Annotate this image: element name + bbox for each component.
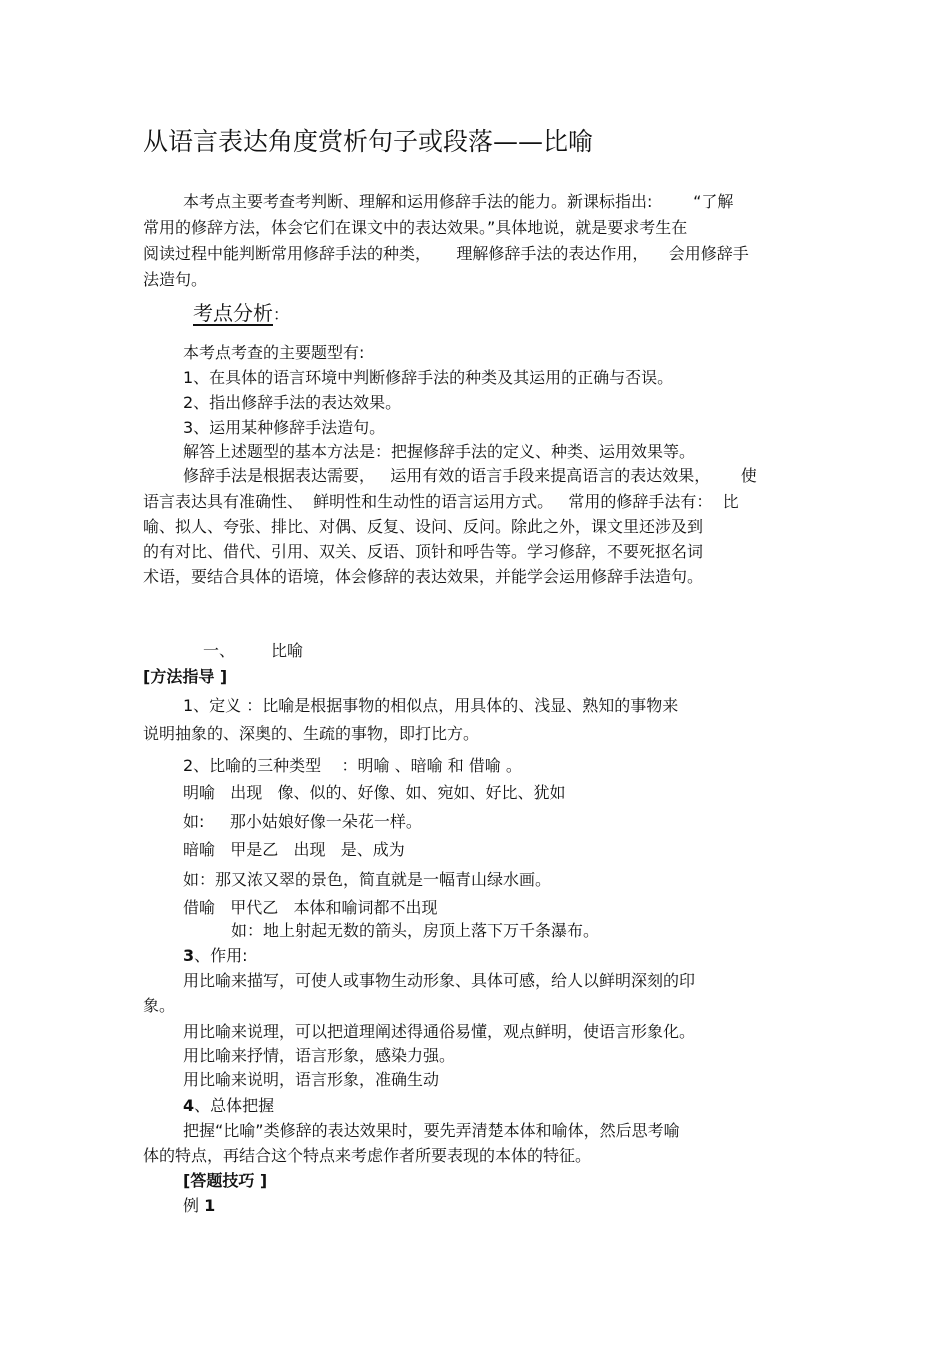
intro-line: 阅读过程中能判断常用修辞手法的种类， 理解修辞手法的表达作用， 会用修辞手 — [143, 244, 749, 263]
analysis-line: 的有对比、借代、引用、双关、反语、顶针和呼告等。学习修辞，不要死抠名词 — [143, 542, 704, 561]
analysis-line: 语言表达具有准确性、 鲜明性和生动性的语言运用方式。 常用的修辞手法有： 比 — [143, 492, 739, 511]
page-title: 从语言表达角度赏析句子或段落——比喻 — [143, 127, 594, 156]
type-detail-line: 暗喻 甲是乙 出现 是、成为 — [183, 840, 405, 859]
intro-line: 本考点主要考查考判断、理解和运用修辞手法的能力。新课标指出: “了解 — [183, 192, 734, 211]
type-detail-line: 如：那又浓又翠的景色，简直就是一幅青山绿水画。 — [183, 870, 552, 889]
skill-heading: [答题技巧 ] — [183, 1171, 268, 1190]
example-label-text: 例 — [183, 1196, 205, 1215]
type-detail-line: 如: 那小姑娘好像一朵花一样。 — [183, 812, 422, 831]
example-label — [183, 1196, 215, 1216]
type-detail-line: 借喻 甲代乙 本体和喻词都不出现 — [183, 898, 438, 917]
section-one-number: 一、 — [203, 641, 236, 660]
analysis-line: 修辞手法是根据表达需要， 运用有效的语言手段来提高语言的表达效果， 使 — [183, 466, 757, 485]
example-number: 1 — [204, 1196, 216, 1215]
overall-line: 把握“比喻”类修辞的表达效果时，要先弄清楚本体和喻体，然后思考喻 — [183, 1121, 680, 1140]
function-label: 、作用: — [194, 946, 248, 965]
types-line: 2、比喻的三种类型 ：明喻 、暗喻 和 借喻 。 — [183, 756, 522, 775]
analysis-heading — [193, 300, 289, 328]
definition-line: 说明抽象的、深奥的、生疏的事物，即打比方。 — [143, 724, 480, 743]
function-line: 象。 — [143, 996, 176, 1015]
type-detail-line: 如：地上射起无数的箭头，房顶上落下万千条瀑布。 — [231, 921, 600, 940]
function-line: 用比喻来抒情，语言形象，感染力强。 — [183, 1046, 456, 1065]
analysis-line: 喻、拟人、夸张、排比、对偶、反复、设问、反问。除此之外，课文里还涉及到 — [143, 517, 704, 536]
definition-line: 1、定义 ：比喻是根据事物的相似点，用具体的、浅显、熟知的事物来 — [183, 696, 679, 715]
function-heading — [183, 946, 248, 966]
function-line: 用比喻来描写，可使人或事物生动形象、具体可感，给人以鲜明深刻的印 — [183, 971, 696, 990]
analysis-line: 2、指出修辞手法的表达效果。 — [183, 393, 402, 412]
section-one-name: 比喻 — [271, 641, 304, 660]
analysis-heading-text: 考点分析 — [193, 301, 273, 325]
overall-number: 4 — [183, 1096, 195, 1115]
analysis-heading-colon: ： — [273, 305, 290, 324]
analysis-line: 本考点考查的主要题型有: — [183, 343, 365, 362]
function-line: 用比喻来说明，语言形象，准确生动 — [183, 1070, 440, 1089]
overall-heading — [183, 1096, 274, 1116]
intro-line: 常用的修辞方法，体会它们在课文中的表达效果。”具体地说，就是要求考生在 — [143, 218, 688, 237]
type-detail-line: 明喻 出现 像、似的、好像、如、宛如、好比、犹如 — [183, 783, 566, 802]
analysis-line: 术语，要结合具体的语境，体会修辞的表达效果，并能学会运用修辞手法造句。 — [143, 567, 704, 586]
function-number: 3 — [183, 946, 195, 965]
analysis-line: 1、在具体的语言环境中判断修辞手法的种类及其运用的正确与否误。 — [183, 368, 674, 387]
overall-label: 、总体把握 — [194, 1096, 275, 1115]
analysis-line: 3、运用某种修辞手法造句。 — [183, 418, 386, 437]
overall-line: 体的特点，再结合这个特点来考虑作者所要表现的本体的特征。 — [143, 1146, 592, 1165]
function-line: 用比喻来说理，可以把道理阐述得通俗易懂，观点鲜明，使语言形象化。 — [183, 1022, 696, 1041]
intro-line: 法造句。 — [143, 270, 208, 289]
method-guide-heading: [方法指导 ] — [143, 667, 228, 686]
analysis-line: 解答上述题型的基本方法是：把握修辞手法的定义、种类、运用效果等。 — [183, 442, 696, 461]
